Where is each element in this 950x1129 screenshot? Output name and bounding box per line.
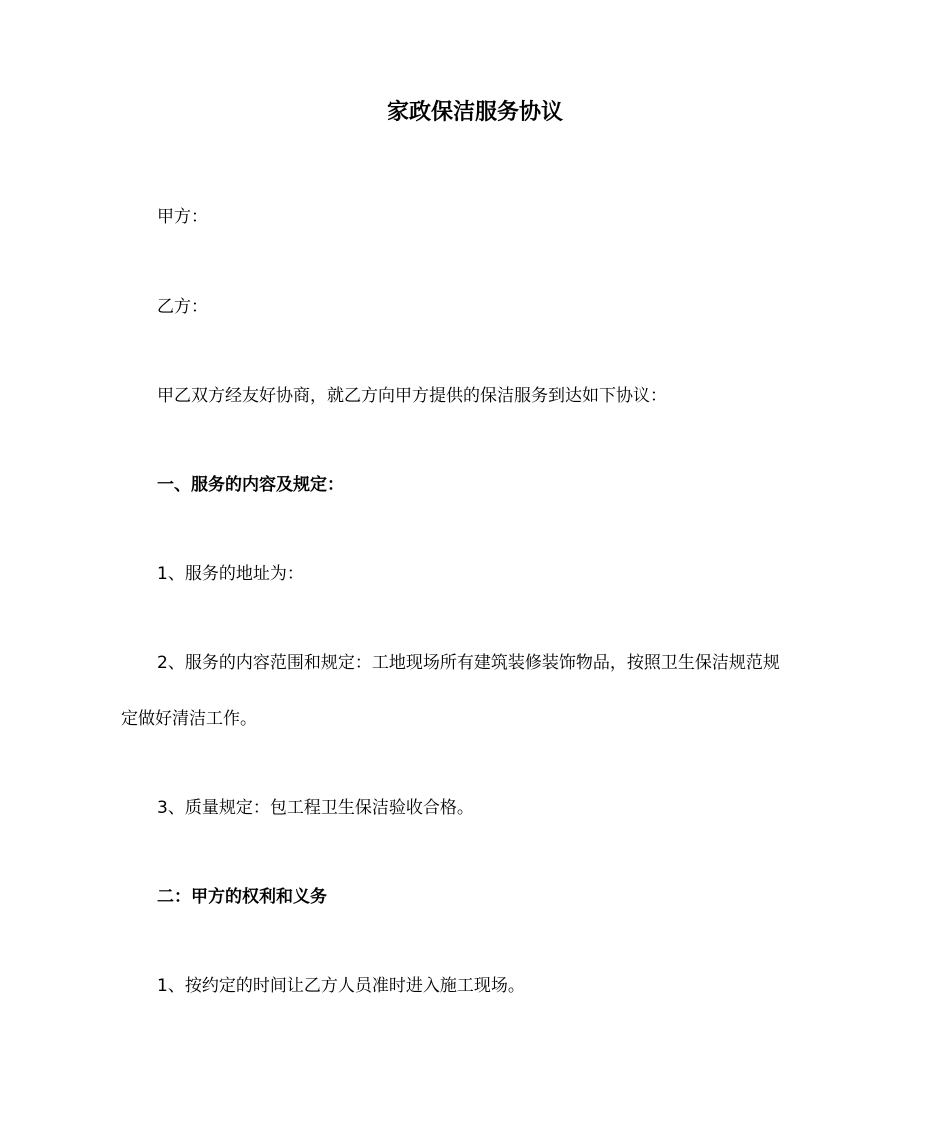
party-a-label: 甲方： xyxy=(157,207,208,227)
section-1-item-1: 1、服务的地址为： xyxy=(157,564,304,584)
section-2-heading: 二：甲方的权利和义务 xyxy=(157,887,327,907)
party-b-label: 乙方： xyxy=(157,297,208,317)
section-1-item-3: 3、质量规定：包工程卫生保洁验收合格。 xyxy=(157,798,474,818)
section-1-item-2-line-2: 定做好清洁工作。 xyxy=(121,709,257,729)
intro-paragraph: 甲乙双方经友好协商，就乙方向甲方提供的保洁服务到达如下协议： xyxy=(157,386,667,406)
document-title: 家政保洁服务协议 xyxy=(386,100,563,125)
section-2-item-1: 1、按约定的时间让乙方人员准时进入施工现场。 xyxy=(157,976,525,996)
section-1-heading: 一、服务的内容及规定： xyxy=(157,475,344,495)
section-1-item-2-line-1: 2、服务的内容范围和规定：工地现场所有建筑装修装饰物品，按照卫生保洁规范规 xyxy=(157,653,780,673)
